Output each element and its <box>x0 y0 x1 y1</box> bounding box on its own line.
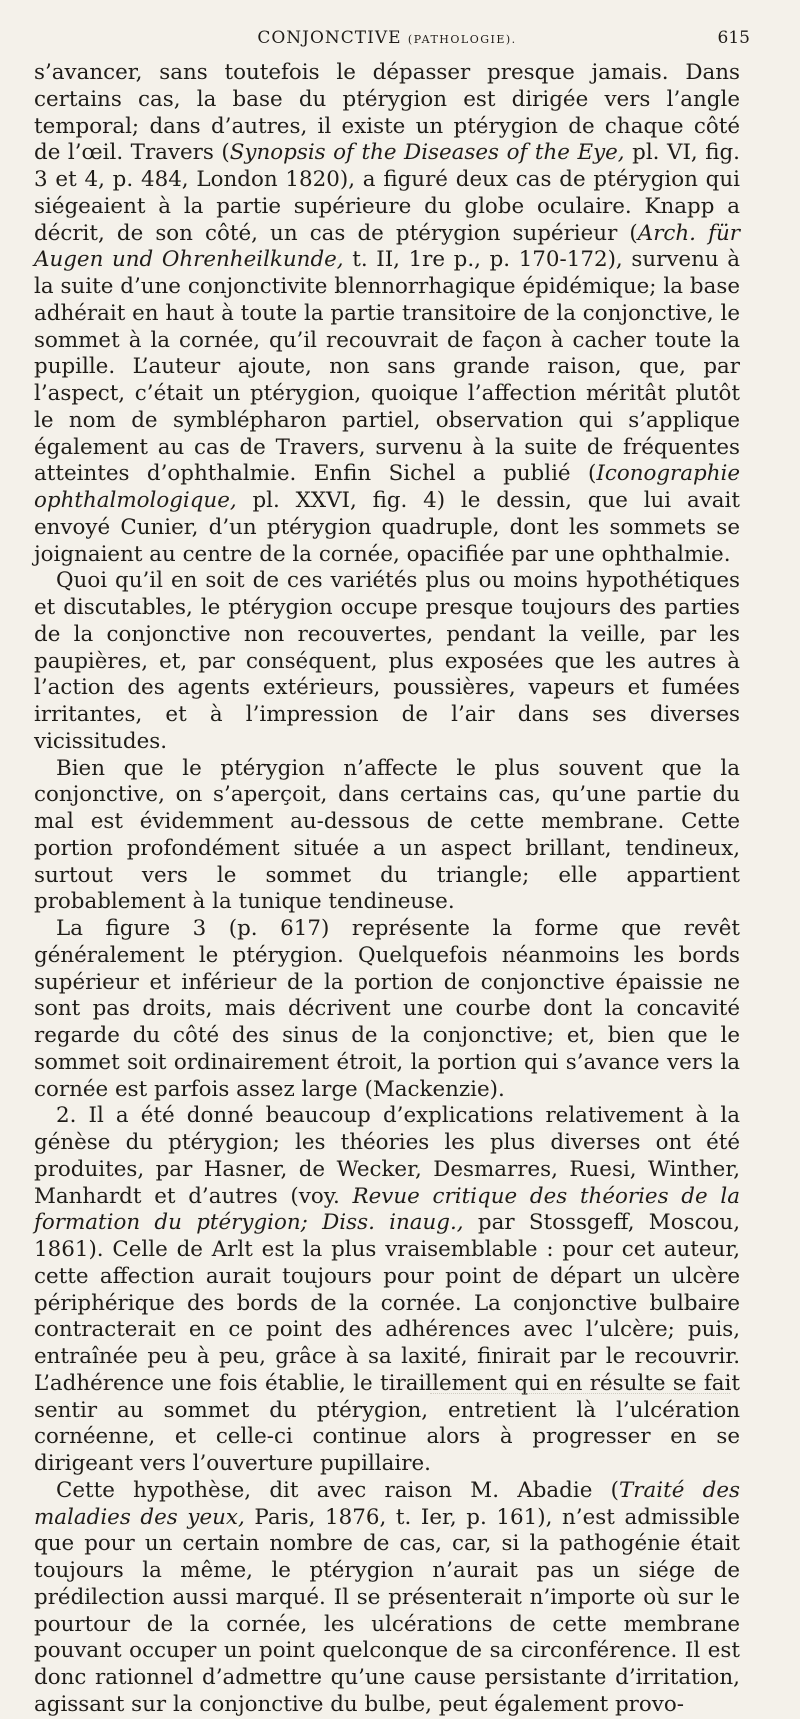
text-run: Bien que le ptérygion n’affecte le plus souvent que la conjonctive, on s’aperçoit, dans certains cas, qu’une partie du mal est évidemment au-dessous de cette membrane. Cette portion profondément située a un aspect brillant, tendineux, surtout vers le sommet du triangle; elle appartient probablement à la tunique tendineuse. <box>34 755 740 915</box>
text-run: par Stossgeff, Moscou, 1861). Celle de Arlt est la plus vraisemblable : pour cet auteur, cette affection aurait toujours pour point de départ un ulcère périphérique des bords de la cornée. La conjonctive bulbaire contracterait en ce point des adhérences avec l’ulcère; puis, entraînée peu à peu, grâce à sa laxité, finirait par le recouvrir. L’adhérence une fois établie, le tiraillement qui en résulte se fait sentir au sommet du ptérygion, entretient là l’ulcération cornéenne, et celle-ci continue alors à progresser en se dirigeant vers l’ouverture pupillaire. <box>34 1210 740 1476</box>
text-run: t. II, 1re p., p. 170-172), survenu à la suite d’une conjonctivite blennorrhagique épidémique; la base adhérait en haut à toute la partie transitoire de la conjonctive, le sommet à la cornée, qu’il recouvrait de façon à cacher toute la pupille. L’auteur ajoute, non sans grande raison, que, par l’aspect, c’était un ptérygion, quoique l’affection méritât plutôt le nom de symblépharon partiel, observation qui s’applique également au cas de Travers, survenu à la suite de fréquentes atteintes d’ophthalmie. Enfin Sichel a publié ( <box>34 247 740 487</box>
italic-citation: Revue critique des théories de la formation du ptérygion; Diss. inaug., <box>34 1183 740 1236</box>
body-text <box>34 60 740 1719</box>
running-head-title <box>34 28 740 48</box>
text-run: 2. Il a été donné beaucoup d’explications relativement à la génèse du ptérygion; les théories les plus diverses ont été produites, par Hasner, de Wecker, Desmarres, Ruesi, Winther, Manhardt et d’autres (voy. <box>34 1103 740 1209</box>
paragraph <box>34 1103 740 1478</box>
text-run: Quoi qu’il en soit de ces variétés plus ou moins hypothétiques et discutables, le ptérygion occupe presque toujours des parties de la conjonctive non recouvertes, pendant la veille, par les paupières, et, par conséquent, plus exposées que les autres à l’action des agents extérieurs, poussières, vapeurs et fumées irritantes, et à l’impression de l’air dans ses diverses vicissitudes. <box>34 568 740 754</box>
header-subtitle: (PATHOLOGIE). <box>407 33 517 46</box>
paragraph <box>34 756 740 917</box>
italic-citation: Traité des maladies des yeux, <box>34 1477 740 1530</box>
text-run: La figure 3 (p. 617) représente la forme que revêt généralement le ptérygion. Quelquefois néanmoins les bords supérieur et inférieur de la portion de conjonctive épaissie ne sont pas droits, mais décrivent une courbe dont la concavité regarde du côté des sinus de la conjonctive; et, bien que le sommet soit ordinairement étroit, la portion qui s’avance vers la cornée est parfois assez large (Mackenzie). <box>34 916 740 1102</box>
paragraph <box>34 916 740 1103</box>
text-run: pl. VI, fig. 3 et 4, p. 484, London 1820), a figuré deux cas de ptérygion qui siégeaient à la partie supérieure du globe oculaire. Knapp a décrit, de son côté, un cas de ptérygion supérieur ( <box>34 140 740 246</box>
text-run: s’avancer, sans toutefois le dépasser presque jamais. Dans certains cas, la base du ptérygion est dirigée vers l’angle temporal; dans d’autres, il existe un ptérygion de chaque côté de l’œil. Travers ( <box>34 60 740 166</box>
paragraph <box>34 1478 740 1719</box>
page-number: 615 <box>717 28 750 48</box>
paragraph <box>34 568 740 755</box>
text-run: pl. XXVI, fig. 4) le dessin, que lui avait envoyé Cunier, d’un ptérygion quadruple, dont les sommets se joignaient au centre de la cornée, opacifiée par une ophthalmie. <box>34 488 740 567</box>
italic-citation: Synopsis of the Diseases of the Eye, <box>229 140 625 166</box>
running-head <box>34 26 750 56</box>
paragraph <box>34 60 740 568</box>
text-run: Paris, 1876, t. Ier, p. 161), n’est admissible que pour un certain nombre de cas, car, si la pathogénie était toujours la même, le ptérygion n’aurait pas un siége de prédilection aussi marqué. Il se présenterait n’importe où sur le pourtour de la cornée, les ulcérations de cette membrane pouvant occuper un point quelconque de sa circonférence. Il est donc rationnel d’admettre qu’une cause persistante d’irritation, agissant sur la conjonctive du bulbe, peut également provo- <box>34 1504 740 1717</box>
italic-citation: Iconographie ophthalmologique, <box>34 461 740 513</box>
header-title: CONJONCTIVE <box>257 28 402 48</box>
text-run: Cette hypothèse, dit avec raison M. Abadie ( <box>56 1477 620 1503</box>
faded-footer-line <box>430 1393 730 1397</box>
italic-citation: Arch. für Augen und Ohrenheilkunde, <box>34 220 740 273</box>
